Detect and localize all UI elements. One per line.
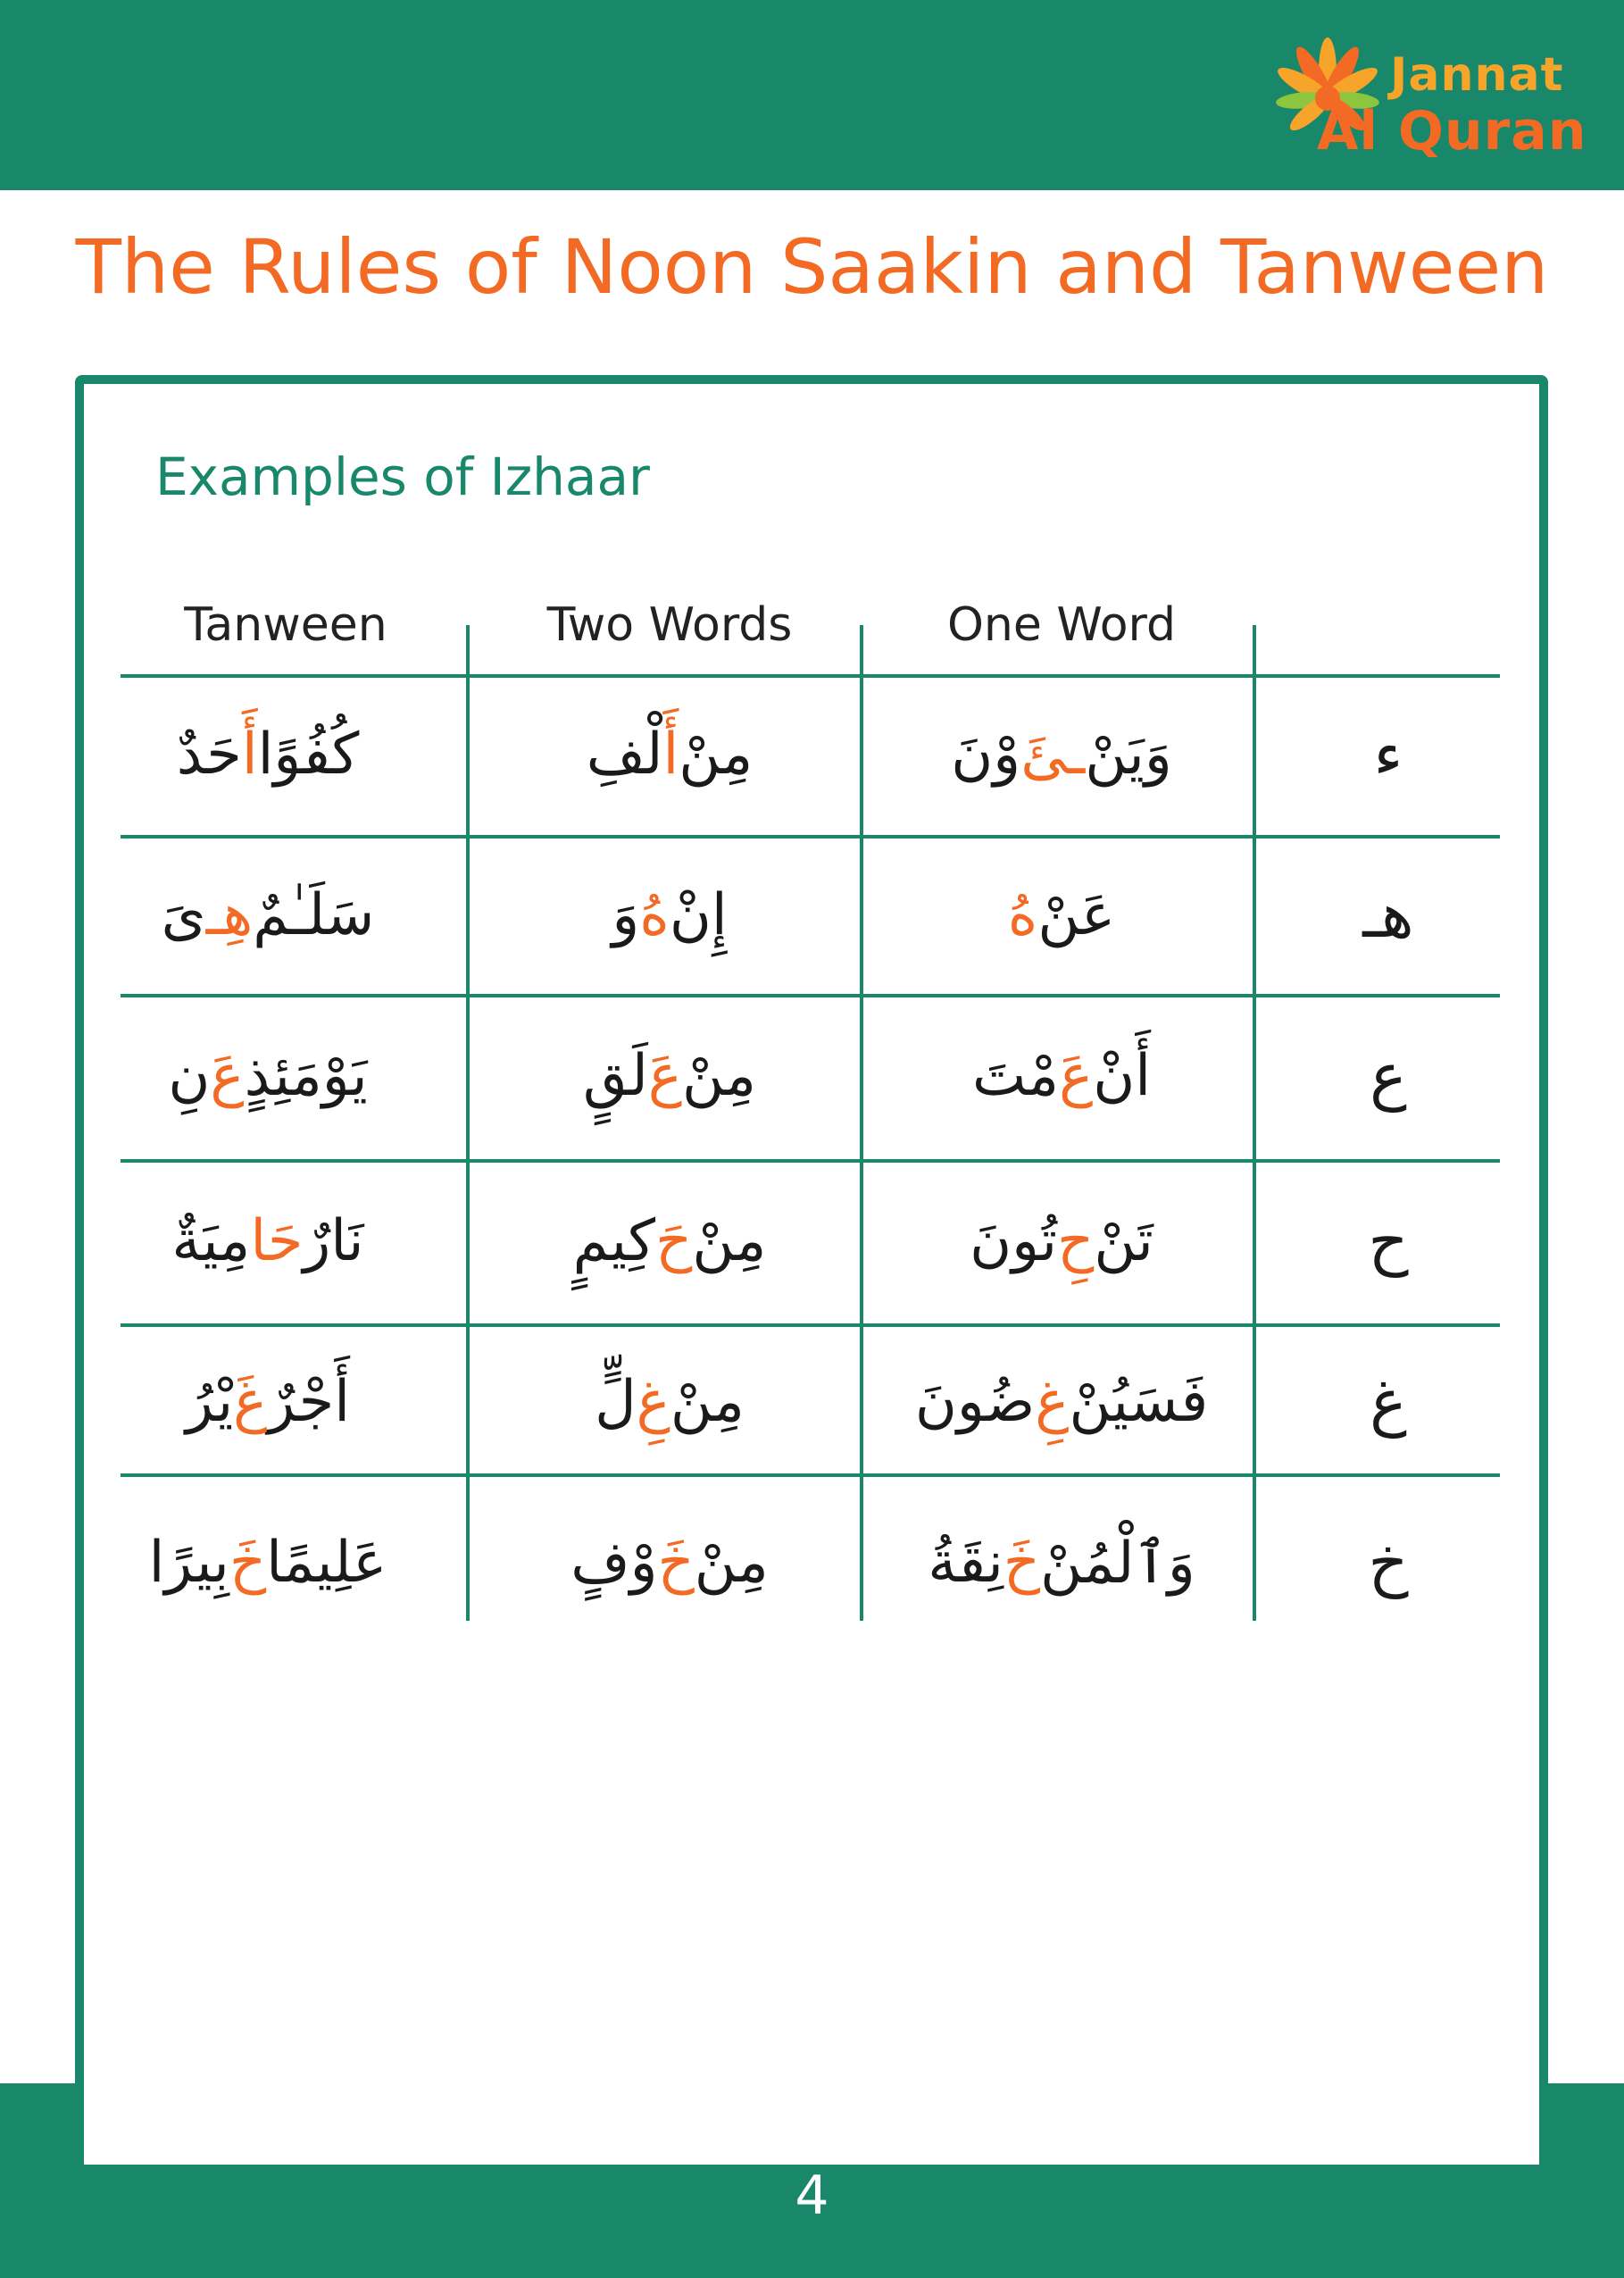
brand-logo (1272, 34, 1587, 163)
one-word-example: عَنْ هُ (1007, 882, 1116, 948)
one-word-example: وَيَنْ ـئَ وْنَ (951, 722, 1172, 788)
two-words-example: مِنْ أَ لْفِ (586, 722, 754, 788)
content-panel-bottom (84, 2072, 1539, 2165)
tanween-example: كُفُوًا أَ حَدٌ (176, 722, 360, 788)
section-title: Examples of Izhaar (155, 446, 650, 507)
one-word-example: وَٱلْمُنْ خَ نِقَةُ (928, 1530, 1195, 1597)
column-divider (466, 625, 470, 1621)
column-header-tanween: Tanween (184, 598, 387, 652)
tanween-example: عَلِيمًا خَ بِيرًا (148, 1530, 387, 1596)
column-header-two-words: Two Words (546, 598, 793, 652)
tanween-example: سَلَـٰمٌ هِـ ىَ (161, 882, 375, 948)
one-word-example: فَسَيُنْ غِ ضُونَ (914, 1369, 1209, 1435)
tanween-example: أَجْرٌ غَ يْرُ (186, 1369, 350, 1435)
brand-name-line2: Al Quran (1317, 100, 1587, 163)
row-letter: هـ (1362, 879, 1414, 952)
two-words-example: إِنْ هُ وَ (612, 882, 728, 948)
page-number: 4 (795, 2165, 829, 2227)
one-word-example: أَنْ عَ مْتَ (971, 1043, 1152, 1109)
one-word-example: تَنْ حِ تُونَ (970, 1208, 1153, 1274)
tanween-example: يَوْمَئِذٍ عَ نِ (168, 1043, 368, 1109)
brand-name-line1: Jannat (1390, 48, 1564, 102)
row-letter: ع (1370, 1039, 1407, 1113)
row-letter: خ (1368, 1526, 1409, 1599)
column-header-one-word: One Word (946, 598, 1177, 652)
two-words-example: مِنْ خَ وْفٍ (570, 1530, 769, 1596)
header-bar (0, 0, 1624, 190)
row-letter: غ (1370, 1365, 1407, 1439)
two-words-example: مِنْ حَ كِيمٍ (572, 1208, 767, 1274)
row-letter: ح (1368, 1205, 1409, 1278)
two-words-example: مِنْ غِ لٍّ (595, 1369, 745, 1435)
page-title: The Rules of Noon Saakin and Tanween (75, 223, 1549, 311)
tanween-example: نَارٌ حَا مِيَةٌ (171, 1208, 364, 1274)
two-words-example: مِنْ عَ لَقٍ (582, 1043, 757, 1109)
row-letter: ء (1373, 718, 1403, 791)
